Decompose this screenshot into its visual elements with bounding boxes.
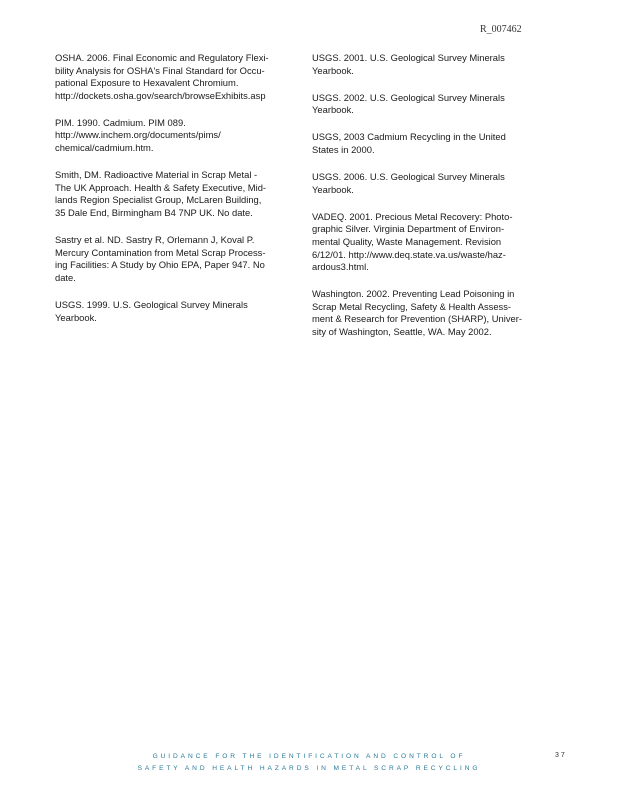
reference-usgs-2001 xyxy=(312,52,554,77)
reference-line: Sastry et al. ND. Sastry R, Orlemann J, Koval P. xyxy=(55,234,255,246)
page-number: 37 xyxy=(555,752,567,759)
reference-line: bility Analysis for OSHA's Final Standard for Occu- xyxy=(55,64,265,76)
document-id: R_007462 xyxy=(480,24,522,35)
reference-pim-1990 xyxy=(55,117,297,155)
reference-usgs-2002 xyxy=(312,92,554,117)
reference-line: USGS. 2001. U.S. Geological Survey Minerals xyxy=(312,52,505,63)
reference-url[interactable]: chemical/cadmium.htm. xyxy=(55,142,154,154)
reference-osha-2006 xyxy=(55,52,297,102)
reference-line: Yearbook. xyxy=(312,104,354,116)
reference-line: USGS. 2002. U.S. Geological Survey Minerals xyxy=(312,91,505,103)
reference-line: Scrap Metal Recycling, Safety & Health Assess- xyxy=(312,300,512,312)
reference-url[interactable]: http://dockets.osha.gov/search/browseExhibits.asp xyxy=(55,89,266,101)
reference-usgs-1999 xyxy=(55,299,297,324)
reference-line: Washington. 2002. Preventing Lead Poisoning in xyxy=(312,288,515,300)
reference-url[interactable]: ardous3.html. xyxy=(312,261,369,273)
reference-line: date. xyxy=(55,271,76,283)
reference-line: ment & Research for Prevention (SHARP), Univer- xyxy=(312,313,522,325)
reference-line: sity of Washington, Seattle, WA. May 2002. xyxy=(312,326,492,337)
references-right-column xyxy=(312,52,554,353)
footer-title-line-2: SAFETY AND HEALTH HAZARDS IN METAL SCRAP RECYCLING xyxy=(137,765,481,772)
reference-sastry xyxy=(55,234,297,284)
reference-line: The UK Approach. Health & Safety Executive, Mid- xyxy=(55,181,267,193)
reference-washington-2002 xyxy=(312,288,554,338)
references-left-column xyxy=(55,52,297,339)
reference-line: Mercury Contamination from Metal Scrap Process- xyxy=(55,246,266,258)
reference-usgs-2006 xyxy=(312,171,554,196)
reference-line: Smith, DM. Radioactive Material in Scrap Metal - xyxy=(55,169,258,181)
reference-line: States in 2000. xyxy=(312,143,375,155)
reference-line: Yearbook. xyxy=(312,183,354,195)
reference-line: graphic Silver. Virginia Department of Environ- xyxy=(312,223,505,235)
reference-line: Yearbook. xyxy=(312,64,354,76)
reference-line: USGS. 1999. U.S. Geological Survey Minerals xyxy=(55,298,248,310)
reference-line: USGS. 2006. U.S. Geological Survey Minerals xyxy=(312,171,505,183)
reference-line: pational Exposure to Hexavalent Chromium. xyxy=(55,77,239,89)
running-footer xyxy=(0,751,618,775)
reference-url[interactable]: http://www.inchem.org/documents/pims/ xyxy=(55,129,221,141)
reference-line: mental Quality, Waste Management. Revision xyxy=(312,235,502,247)
reference-line: USGS, 2003 Cadmium Recycling in the United xyxy=(312,131,506,143)
reference-line: Yearbook. xyxy=(55,311,97,323)
reference-line: ing Facilities: A Study by Ohio EPA, Paper 947. No xyxy=(55,259,265,271)
reference-line: PIM. 1990. Cadmium. PIM 089. xyxy=(55,116,186,128)
reference-line: 35 Dale End, Birmingham B4 7NP UK. No date. xyxy=(55,206,253,218)
reference-line: VADEQ. 2001. Precious Metal Recovery: Photo- xyxy=(312,210,513,222)
reference-usgs-2003 xyxy=(312,131,554,156)
footer-title-line-1: GUIDANCE FOR THE IDENTIFICATION AND CONTROL OF xyxy=(152,753,466,760)
reference-line: lands Region Specialist Group, McLaren Building, xyxy=(55,194,262,206)
reference-url[interactable]: 6/12/01. http://www.deq.state.va.us/waste/haz- xyxy=(312,248,506,260)
reference-smith xyxy=(55,169,297,219)
reference-line: OSHA. 2006. Final Economic and Regulatory Flexi- xyxy=(55,52,269,63)
reference-vadeq-2001 xyxy=(312,211,554,274)
